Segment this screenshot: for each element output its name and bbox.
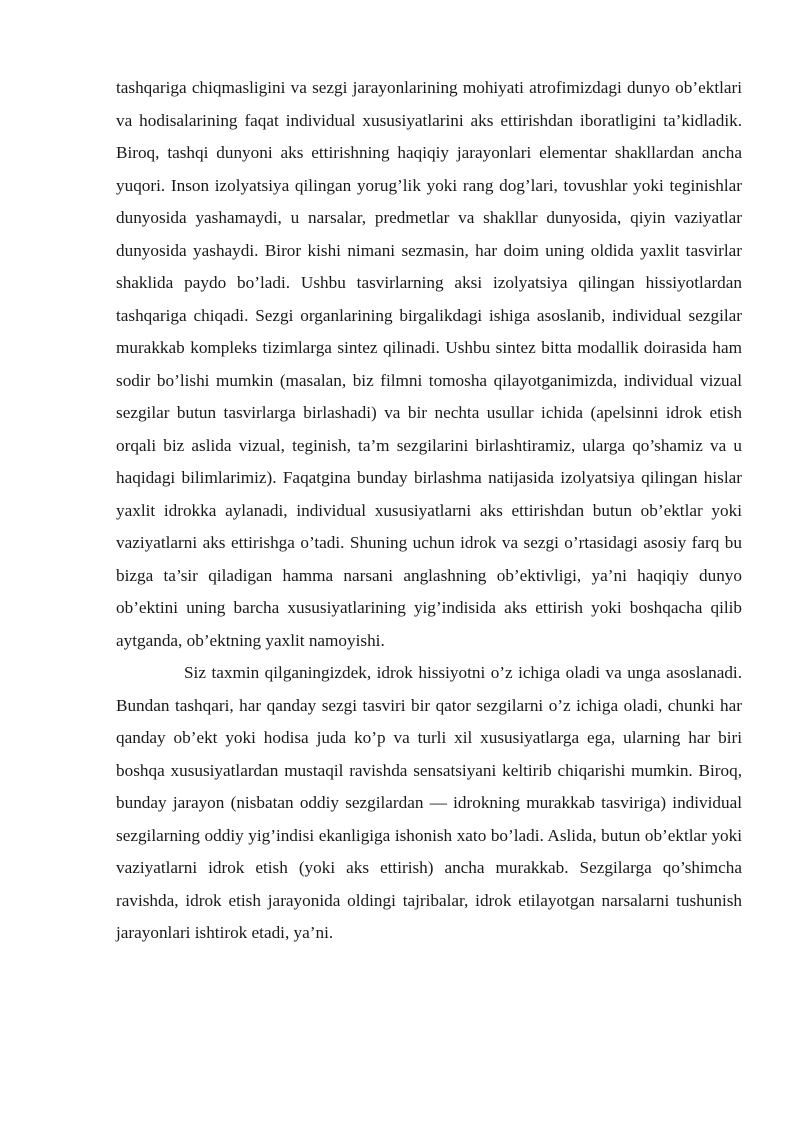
body-text [116,72,742,950]
paragraph-continuation: tashqariga chiqmasligini va sezgi jarayonlarining mohiyati atrofimizdagi dunyo ob’ektlari va hodisalarining faqat individual xususiyatlarini aks ettirishdan iboratligini ta’kidladik. Biroq, tashqi dunyoni aks ettirishning haqiqiy jarayonlari elementar shakllardan ancha yuqori. Inson izolyatsiya qilingan yorug’lik yoki rang dog’lari, tovushlar yoki teginishlar dunyosida yashamaydi, u narsalar, predmetlar va shakllar dunyosida, qiyin vaziyatlar dunyosida yashaydi. Biror kishi nimani sezmasin, har doim uning oldida yaxlit tasvirlar shaklida paydo bo’ladi. Ushbu tasvirlarning aksi izolyatsiya qilingan hissiyotlardan tashqariga chiqadi. Sezgi organlarining birgalikdagi ishiga asoslanib, individual sezgilar murakkab kompleks tizimlarga sintez qilinadi. Ushbu sintez bitta modallik doirasida ham sodir bo’lishi mumkin (masalan, biz filmni tomosha qilayotganimizda, individual vizual sezgilar butun tasvirlarga birlashadi) va bir nechta usullar ichida (apelsinni idrok etish orqali biz aslida vizual, teginish, ta’m sezgilarini birlashtiramiz, ularga qo’shamiz va u haqidagi bilimlarimiz). Faqatgina bunday birlashma natijasida izolyatsiya qilingan hislar yaxlit idrokka aylanadi, individual xususiyatlarni aks ettirishdan butun ob’ektlar yoki vaziyatlarni aks ettirishga o’tadi. Shuning uchun idrok va sezgi o’rtasidagi asosiy farq bu bizga ta’sir qiladigan hamma narsani anglashning ob’ektivligi, ya’ni haqiqiy dunyo ob’ektini uning barcha xususiyatlarining yig’indisida aks ettirish yoki boshqacha qilib aytganda, ob’ektning yaxlit namoyishi. [116,78,742,650]
paragraph-perception: Siz taxmin qilganingizdek, idrok hissiyotni o’z ichiga oladi va unga asoslanadi. Bundan tashqari, har qanday sezgi tasviri bir qator sezgilarni o’z ichiga oladi, chunki har qanday ob’ekt yoki hodisa juda ko’p va turli xil xususiyatlarga ega, ularning har biri boshqa xususiyatlardan mustaqil ravishda sensatsiyani keltirib chiqarishi mumkin. Biroq, bunday jarayon (nisbatan oddiy sezgilardan — idrokning murakkab tasviriga) individual sezgilarning oddiy yig’indisi ekanligiga ishonish xato bo’ladi. Aslida, butun ob’ektlar yoki vaziyatlarni idrok etish (yoki aks ettirish) ancha murakkab. Sezgilarga qo’shimcha ravishda, idrok etish jarayonida oldingi tajribalar, idrok etilayotgan narsalarni tushunish jarayonlari ishtirok etadi, ya’ni. [116,663,742,942]
